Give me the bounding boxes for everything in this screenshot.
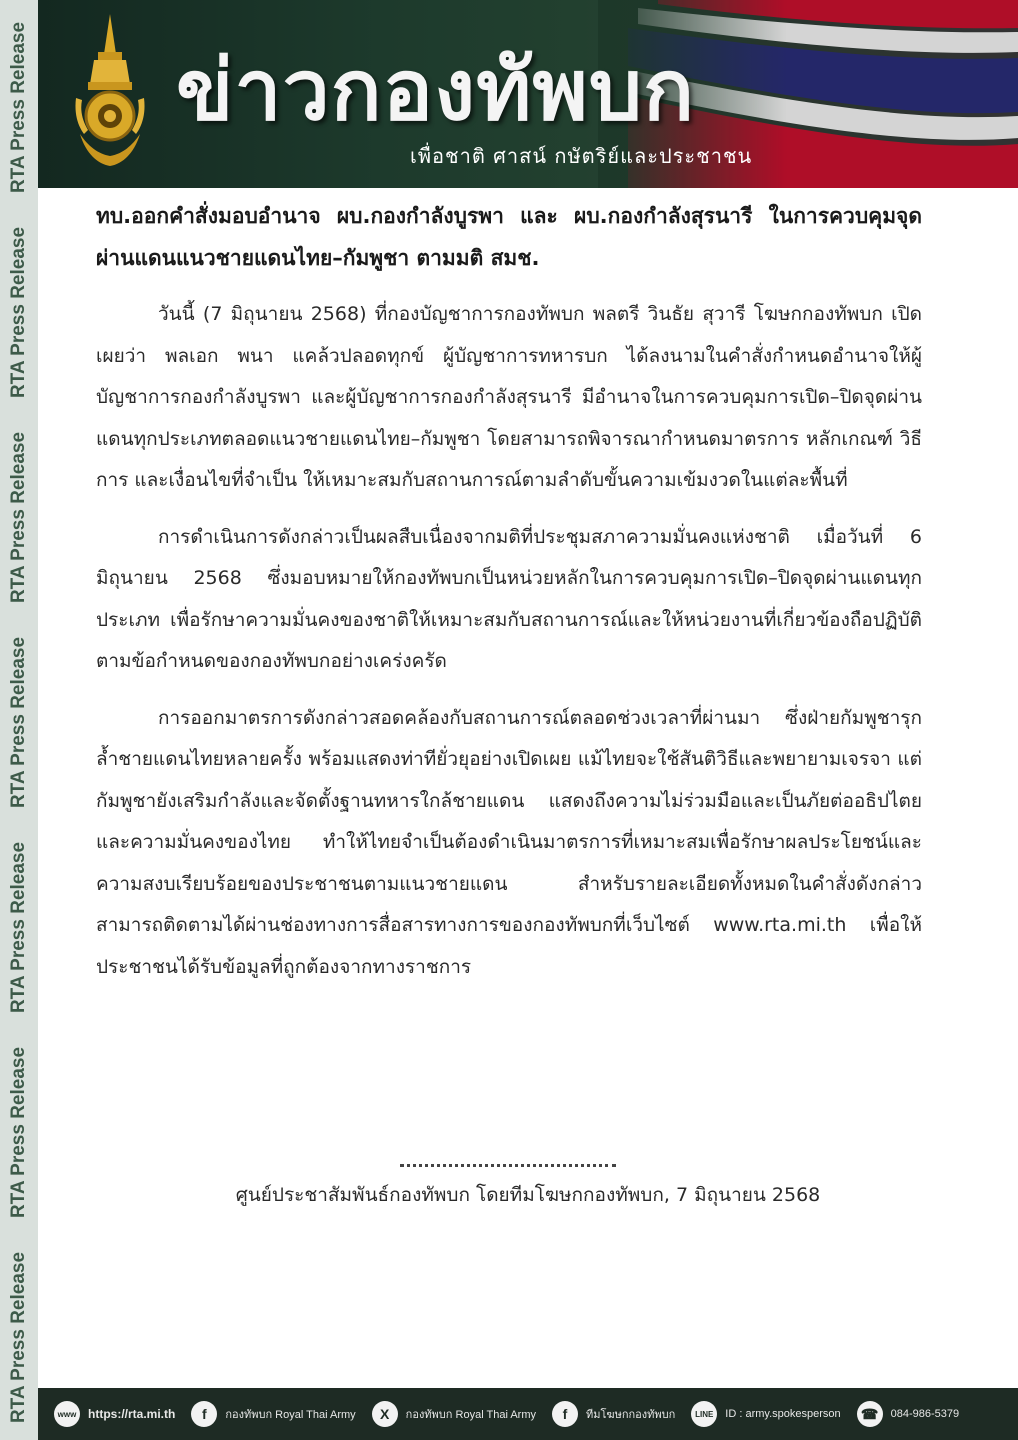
footer-x[interactable] xyxy=(372,1401,536,1427)
side-label: RTA Press Release xyxy=(8,636,29,809)
footer-bar xyxy=(38,1388,1018,1440)
paragraph-1: วันนี้ (7 มิถุนายน 2568) ที่กองบัญชาการกองทัพบก พลตรี วินธัย สุวารี โฆษกกองทัพบก เปิดเผยว่า พลเอก พนา แคล้วปลอดทุกข์ ผู้บัญชาการทหารบก ได้ลงนามในคำสั่งกำหนดอำนาจให้ผู้บัญชาการกองกำลังบูรพา และผู้บัญชาการกองกำลังสุรนารี มีอำนาจในการควบคุมการเปิด–ปิดจุดผ่านแดนทุกประเภทตลอดแนวชายแดนไทย–กัมพูชา โดยสามารถพิจารณากำหนดมาตรการ หลักเกณฑ์ วิธีการ และเงื่อนไขที่จำเป็น ให้เหมาะสมกับสถานการณ์ตามลำดับขั้นความเข้มงวดในแต่ละพื้นที่ xyxy=(96,303,922,491)
footer-facebook-spokes[interactable] xyxy=(552,1401,675,1427)
footer-facebook-rta[interactable] xyxy=(191,1401,355,1427)
article-body xyxy=(96,195,922,988)
footer-website-text: https://rta.mi.th xyxy=(88,1407,176,1421)
header-banner xyxy=(38,0,1018,188)
signature-divider xyxy=(400,1150,616,1167)
paragraph-2: การดำเนินการดังกล่าวเป็นผลสืบเนื่องจากมติที่ประชุมสภาความมั่นคงแห่งชาติ เมื่อวันที่ 6 มิถุนายน 2568 ซึ่งมอบหมายให้กองทัพบกเป็นหน่วยหลักในการควบคุมการเปิด–ปิดจุดผ่านแดนทุกประเภท เพื่อรักษาความมั่นคงของชาติให้เหมาะสมกับสถานการณ์และให้หน่วยงานที่เกี่ยวข้องถือปฏิบัติตามข้อกำหนดของกองทัพบกอย่างเคร่งครัด xyxy=(96,525,922,672)
header-motto: เพื่อชาติ ศาสน์ กษัตริย์และประชาชน xyxy=(410,144,753,168)
header-title: ข่าวกองทัพบก xyxy=(176,41,696,139)
side-label: RTA Press Release xyxy=(8,226,29,399)
facebook-icon: f xyxy=(191,1401,217,1427)
side-label: RTA Press Release xyxy=(8,431,29,604)
rta-emblem-icon xyxy=(72,14,148,174)
side-strip xyxy=(0,0,38,1440)
footer-phone-text: 084-986-5379 xyxy=(890,1408,960,1420)
side-label: RTA Press Release xyxy=(8,1046,29,1219)
footer-x-text: กองทัพบก Royal Thai Army xyxy=(405,1409,537,1421)
paragraph-3: การออกมาตรการดังกล่าวสอดคล้องกับสถานการณ์ตลอดช่วงเวลาที่ผ่านมา ซึ่งฝ่ายกัมพูชารุกล้ำชายแดนไทยหลายครั้ง พร้อมแสดงท่าทียั่วยุอย่างเปิดเผย แม้ไทยจะใช้สันติวิธีและพยายามเจรจา แต่กัมพูชายังเสริมกำลังและจัดตั้งฐานทหารใกล้ชายแดน แสดงถึงความไม่ร่วมมือและเป็นภัยต่ออธิปไตยและความมั่นคงของไทย ทำให้ไทยจำเป็นต้องดำเนินมาตรการที่เหมาะสมเพื่อรักษาผลประโยชน์และความสงบเรียบร้อยของประชาชนตามแนวชายแดน สำหรับรายละเอียดทั้งหมดในคำสั่งดังกล่าวสามารถติดตามได้ผ่านช่องทางการสื่อสารทางการของกองทัพบกที่เว็บไซต์ www.rta.mi.th เพื่อให้ประชาชนได้รับข้อมูลที่ถูกต้องจากทางราชการ xyxy=(96,706,922,978)
footer-line[interactable] xyxy=(691,1401,840,1427)
footer-line-text: ID : army.spokesperson xyxy=(725,1408,841,1420)
phone-icon: ☎ xyxy=(857,1401,883,1427)
side-label: RTA Press Release xyxy=(8,841,29,1014)
footer-phone[interactable] xyxy=(857,1401,960,1427)
line-icon: LINE xyxy=(691,1401,717,1427)
side-label: RTA Press Release xyxy=(8,1251,29,1424)
footer-facebook-spokes-text: ทีมโฆษกกองทัพบก xyxy=(586,1409,676,1421)
facebook-icon: f xyxy=(552,1401,578,1427)
signature-line: ศูนย์ประชาสัมพันธ์กองทัพบก โดยทีมโฆษกกองทัพบก, 7 มิถุนายน 2568 xyxy=(235,1184,821,1206)
article-headline: ทบ.ออกคำสั่งมอบอำนาจ ผบ.กองกำลังบูรพา และ ผบ.กองกำลังสุรนารี ในการควบคุมจุดผ่านแดนแนวชายแดนไทย–กัมพูชา ตามมติ สมช. xyxy=(96,204,922,270)
footer-website[interactable] xyxy=(54,1401,175,1427)
www-icon: www xyxy=(54,1401,80,1427)
footer-facebook-rta-text: กองทัพบก Royal Thai Army xyxy=(225,1409,356,1421)
side-label: RTA Press Release xyxy=(8,21,29,194)
x-icon: X xyxy=(372,1401,398,1427)
